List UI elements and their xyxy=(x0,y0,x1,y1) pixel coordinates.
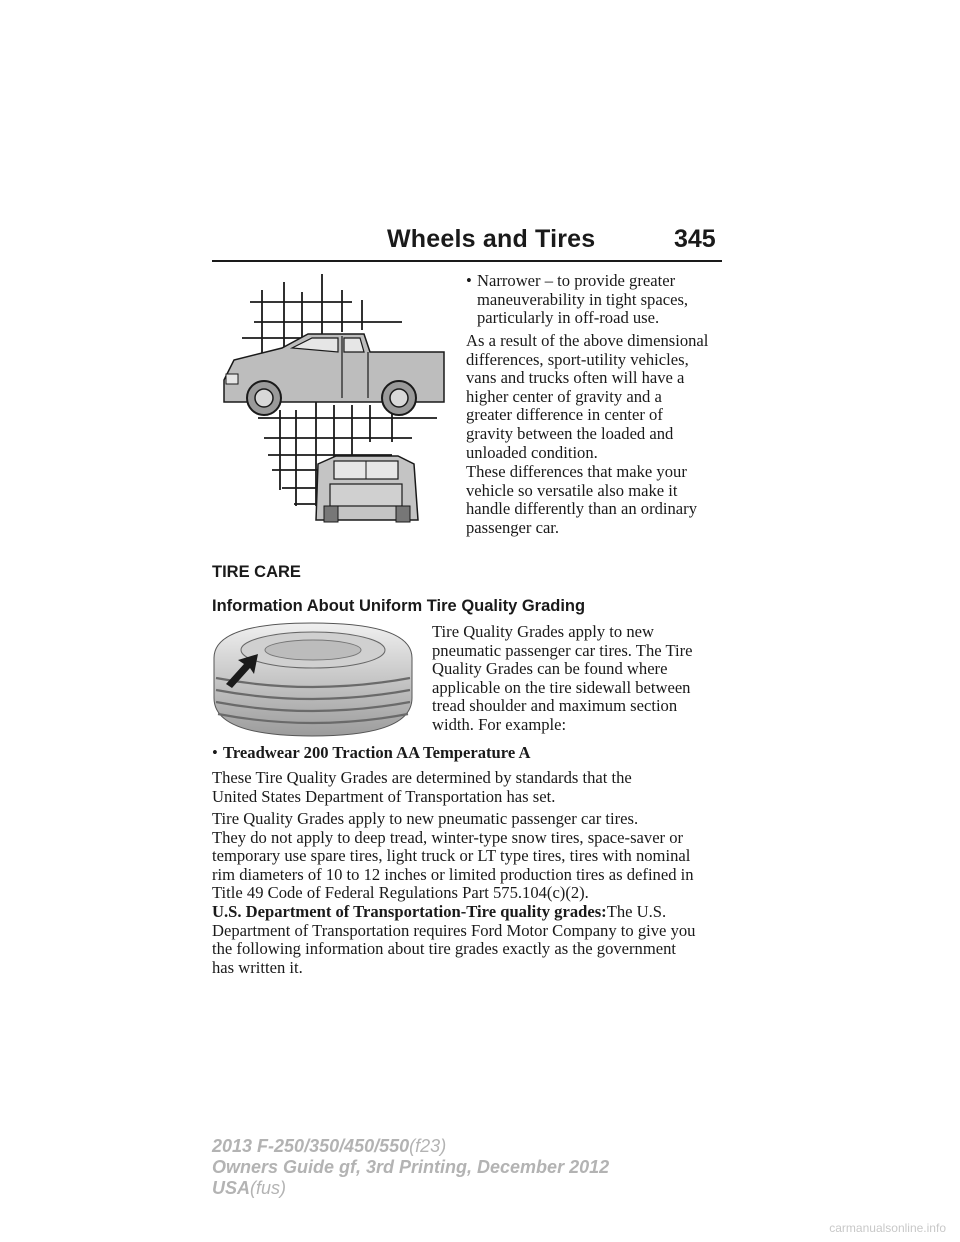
text-line xyxy=(212,903,695,922)
truck-dimension-icon xyxy=(212,270,452,525)
text-line: has written it. xyxy=(212,957,303,977)
text-line: handle differently than an ordinary xyxy=(466,499,697,519)
dot-first-line: The U.S. xyxy=(606,902,667,921)
text-line: greater difference in center of xyxy=(466,405,663,425)
watermark: carmanualsonline.info xyxy=(829,1221,946,1235)
footer-model-code: (f23) xyxy=(409,1136,447,1156)
text-line: temporary use spare tires, light truck or LT type tires, tires with nominal xyxy=(212,846,691,866)
text-line: gravity between the loaded and xyxy=(466,423,674,443)
bullet-example-grade xyxy=(212,744,530,763)
heading-tire-care: TIRE CARE xyxy=(212,563,301,581)
footer-model: 2013 F-250/350/450/550 xyxy=(212,1136,410,1156)
bullet-narrower xyxy=(466,272,688,328)
footer-market-code: (fus) xyxy=(250,1178,287,1198)
text-line: particularly in off-road use. xyxy=(477,308,660,328)
footer-line xyxy=(212,1136,609,1157)
text-line: Tire Quality Grades apply to new xyxy=(432,622,654,641)
text-line: vans and trucks often will have a xyxy=(466,368,685,388)
bullet-symbol: • xyxy=(466,271,472,290)
text-line: vehicle so versatile also make it xyxy=(466,480,678,500)
footer-guide: Owners Guide gf, 3rd Printing, December 2012 xyxy=(212,1157,610,1177)
footer-edition xyxy=(212,1136,609,1199)
text-line: rim diameters of 10 to 12 inches or limited production tires as defined in xyxy=(212,864,694,884)
text-line: Department of Transportation requires Ford Motor Company to give you xyxy=(212,920,696,940)
text-line: unloaded condition. xyxy=(466,442,598,462)
footer-line xyxy=(212,1178,609,1199)
paragraph-dimensional xyxy=(466,332,708,462)
text-line: These Tire Quality Grades are determined by standards that the xyxy=(212,768,632,787)
text-line: the following information about tire grades exactly as the government xyxy=(212,939,677,959)
paragraph-quality-grades xyxy=(432,623,693,735)
text-line: Narrower – to provide greater xyxy=(477,271,676,290)
dot-label: U.S. Department of Transportation-Tire quality grades: xyxy=(212,902,607,921)
subheading-tire-quality: Information About Uniform Tire Quality Grading xyxy=(212,597,586,615)
paragraph-dot-grades xyxy=(212,903,695,977)
page-number: 345 xyxy=(674,225,716,253)
text-line: tread shoulder and maximum section xyxy=(432,696,678,716)
text-line: maneuverability in tight spaces, xyxy=(477,289,689,309)
text-line: These differences that make your xyxy=(466,462,687,481)
paragraph-standards xyxy=(212,769,632,806)
text-line: higher center of gravity and a xyxy=(466,386,662,406)
tire-sidewall-icon xyxy=(212,618,417,740)
text-line: Quality Grades can be found where xyxy=(432,659,668,679)
bullet-symbol: • xyxy=(212,743,218,762)
example-grade-text: Treadwear 200 Traction AA Temperature A xyxy=(223,743,531,762)
text-line: United States Department of Transportation has set. xyxy=(212,786,556,806)
text-line: passenger car. xyxy=(466,517,560,537)
text-line: They do not apply to deep tread, winter-type snow tires, space-saver or xyxy=(212,827,684,847)
section-title: Wheels and Tires xyxy=(387,225,596,253)
text-line: Tire Quality Grades apply to new pneumatic passenger car tires. xyxy=(212,809,639,828)
text-line: applicable on the tire sidewall between xyxy=(432,677,691,697)
text-line: width. For example: xyxy=(432,714,567,734)
text-line: Title 49 Code of Federal Regulations Part 575.104(c)(2). xyxy=(212,883,589,903)
header-rule xyxy=(212,260,722,262)
footer-market: USA xyxy=(212,1178,251,1198)
paragraph-apply xyxy=(212,810,694,903)
text-line: differences, sport-utility vehicles, xyxy=(466,349,689,369)
text-line: pneumatic passenger car tires. The Tire xyxy=(432,640,693,660)
paragraph-differences xyxy=(466,463,697,537)
text-line: As a result of the above dimensional xyxy=(466,331,709,350)
